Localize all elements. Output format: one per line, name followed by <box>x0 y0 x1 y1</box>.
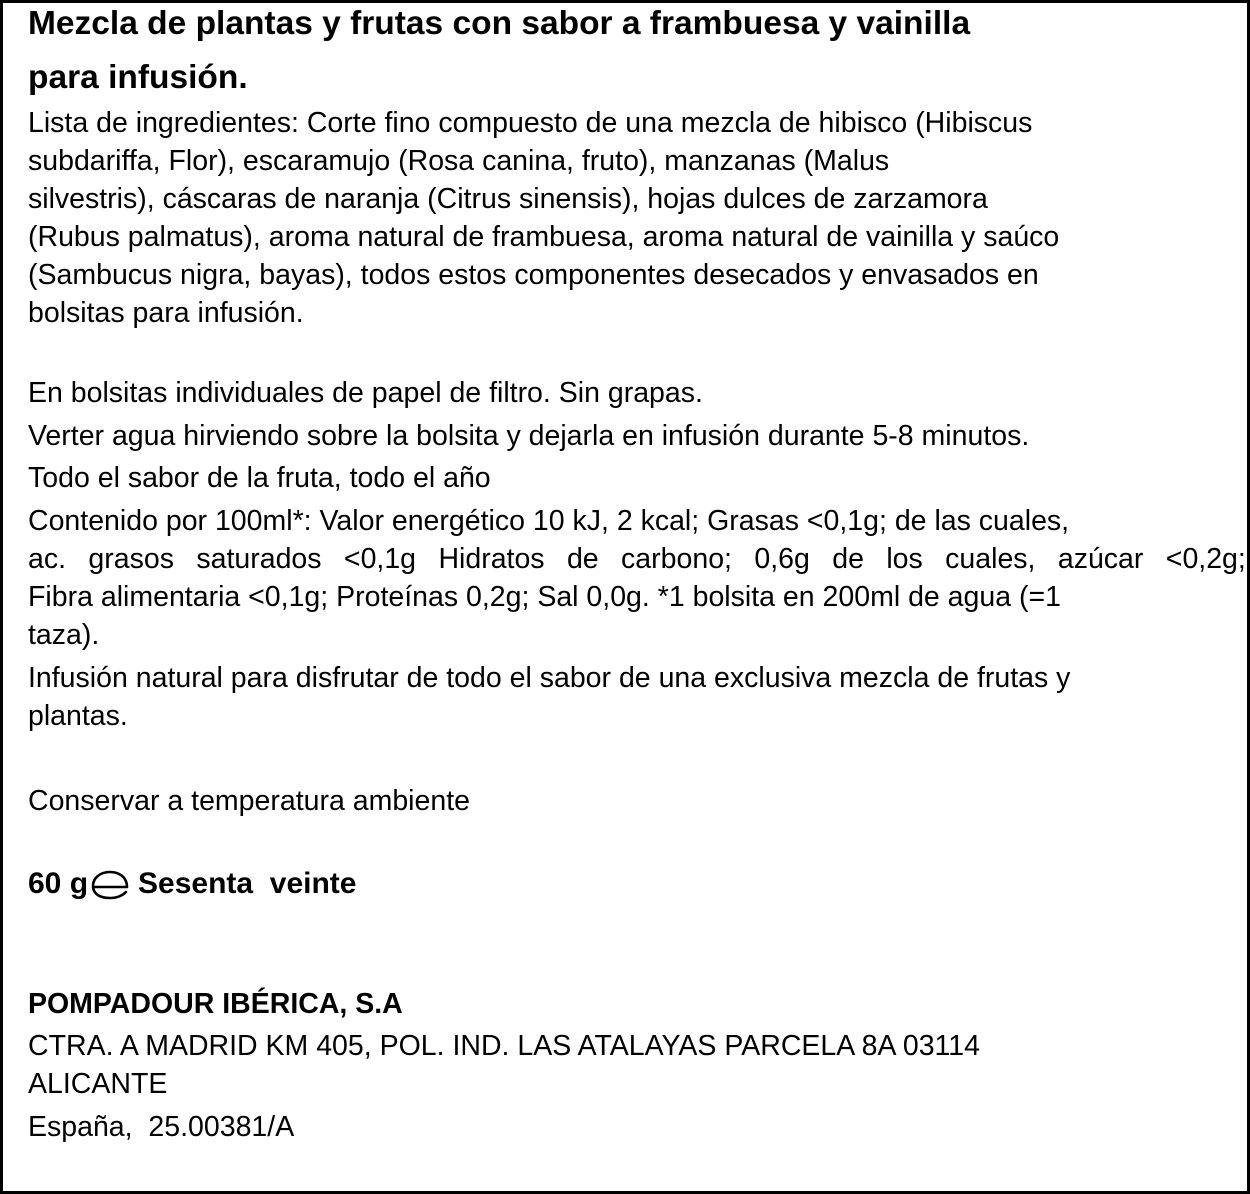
nutrition-line-4: taza). <box>28 619 100 651</box>
tagline-text: Todo el sabor de la fruta, todo el año <box>28 462 491 494</box>
description-line: plantas. <box>28 700 128 732</box>
e-mark-icon <box>88 868 132 900</box>
company-address-line: ALICANTE <box>28 1068 168 1100</box>
nutrition-word: saturados <box>196 543 322 575</box>
nutrition-word: ac. <box>28 543 67 575</box>
nutrition-word: <0,1g <box>343 543 417 575</box>
company-name: POMPADOUR IBÉRICA, S.A <box>28 988 403 1020</box>
nutrition-word: 0,6g <box>754 543 810 575</box>
nutrition-word: grasos <box>88 543 174 575</box>
product-title-line-2: para infusión. <box>28 59 248 96</box>
nutrition-word: azúcar <box>1057 543 1144 575</box>
preparation-text: Verter agua hirviendo sobre la bolsita y dejarla en infusión durante 5-8 minutos. <box>28 420 1030 452</box>
packaging-text: En bolsitas individuales de papel de filtro. Sin grapas. <box>28 377 703 409</box>
ingredients-line: Lista de ingredientes: Corte fino compuesto de una mezcla de hibisco (Hibiscus <box>28 107 1033 139</box>
nutrition-word: Hidratos <box>438 543 545 575</box>
product-title-line-1: Mezcla de plantas y frutas con sabor a frambuesa y vainilla <box>28 5 971 42</box>
nutrition-word: de <box>566 543 599 575</box>
ingredients-line: silvestris), cáscaras de naranja (Citrus sinensis), hojas dulces de zarzamora <box>28 183 988 215</box>
nutrition-word: de <box>832 543 864 575</box>
storage-text: Conservar a temperatura ambiente <box>28 785 470 817</box>
nutrition-word: cuales, <box>945 543 1036 575</box>
nutrition-word: <0,2g; <box>1165 543 1246 575</box>
ingredients-line: subdariffa, Flor), escaramujo (Rosa canina, fruto), manzanas (Malus <box>28 145 890 177</box>
nutrition-line-2 <box>28 540 1246 578</box>
description-line: Infusión natural para disfrutar de todo el sabor de una exclusiva mezcla de frutas y <box>28 662 1071 694</box>
net-weight: 60 g <box>28 867 89 900</box>
net-quantity <box>28 865 356 903</box>
company-address-line: CTRA. A MADRID KM 405, POL. IND. LAS ATALAYAS PARCELA 8A 03114 <box>28 1030 980 1062</box>
ingredients-line: (Rubus palmatus), aroma natural de frambuesa, aroma natural de vainilla y saúco <box>28 221 1060 253</box>
ingredients-line: bolsitas para infusión. <box>28 297 304 329</box>
country-registry: España, 25.00381/A <box>28 1111 295 1143</box>
nutrition-line-1: Contenido por 100ml*: Valor energético 10 kJ, 2 kcal; Grasas <0,1g; de las cuales, <box>28 505 1070 537</box>
ingredients-line: (Sambucus nigra, bayas), todos estos componentes desecados y envasados en <box>28 259 1039 291</box>
nutrition-line-3: Fibra alimentaria <0,1g; Proteínas 0,2g; Sal 0,0g. *1 bolsita en 200ml de agua (=1 <box>28 581 1061 613</box>
nutrition-word: los <box>886 543 923 575</box>
count-text: Sesenta veinte <box>138 867 357 900</box>
nutrition-word: carbono; <box>621 543 732 575</box>
